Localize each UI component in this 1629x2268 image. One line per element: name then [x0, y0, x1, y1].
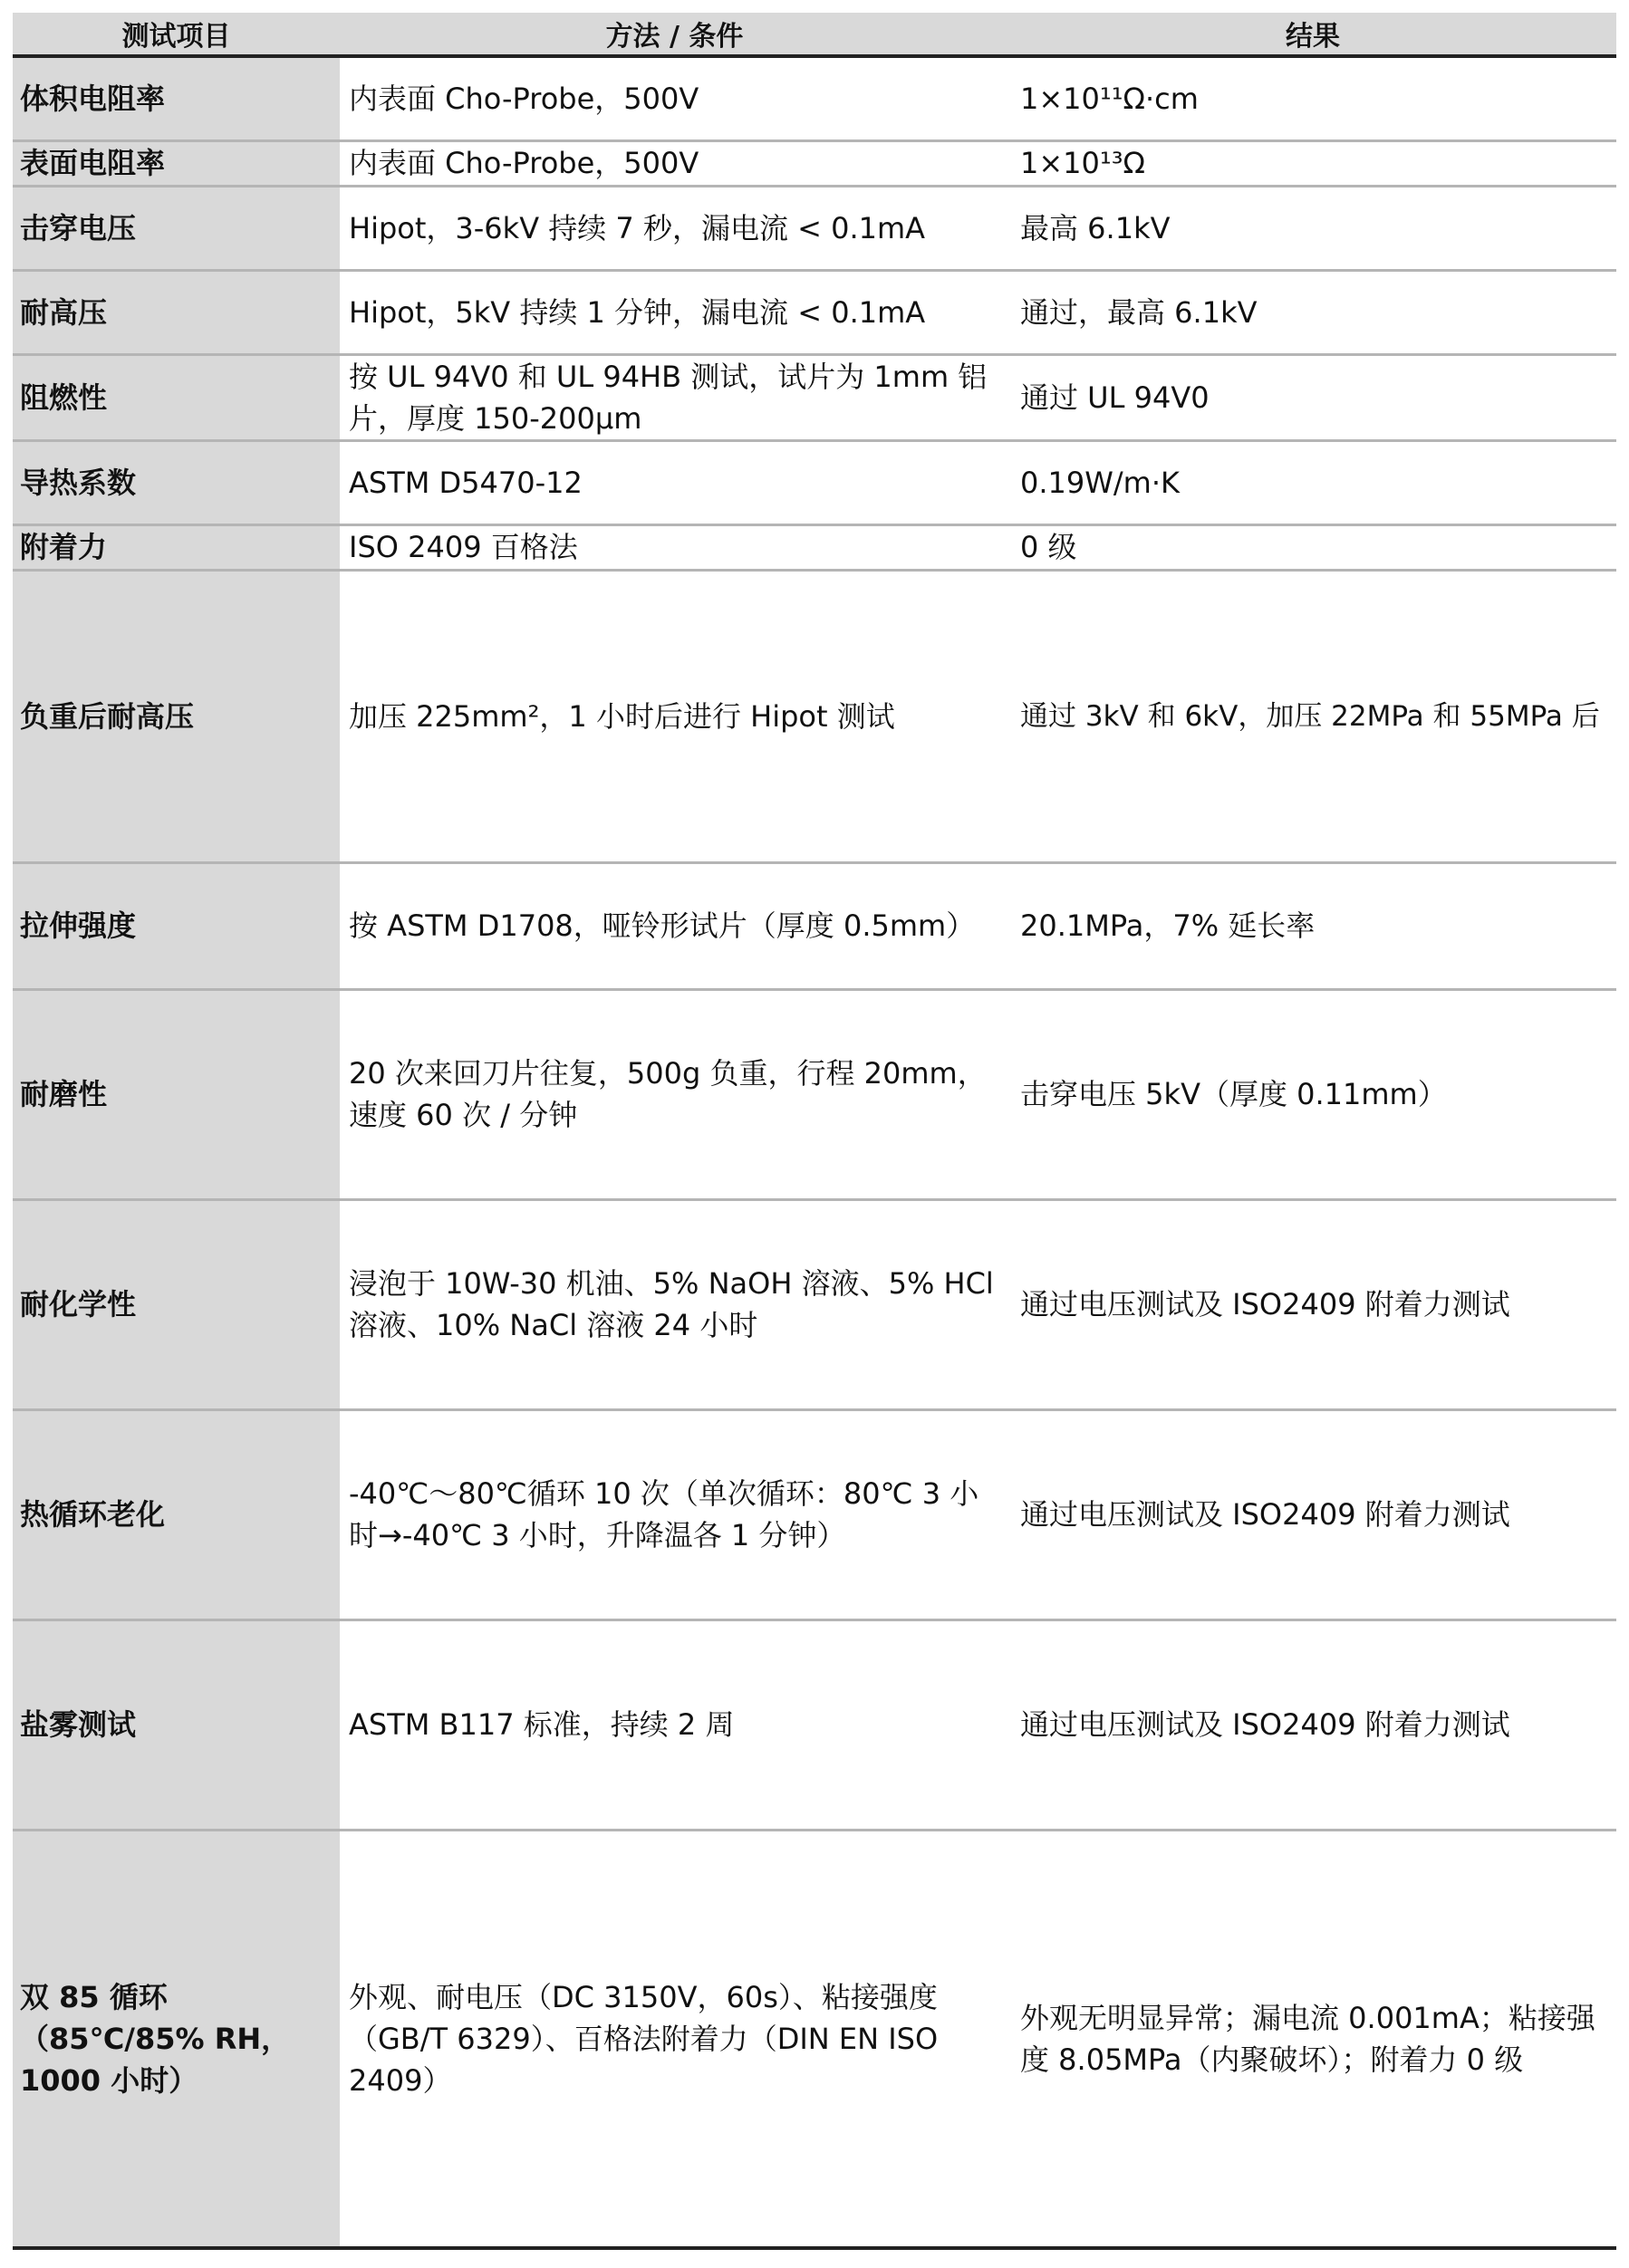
test-item-cell: 耐化学性 [13, 1199, 340, 1409]
result-cell: 通过电压测试及 ISO2409 附着力测试 [1009, 1409, 1616, 1619]
table-row [13, 140, 1616, 186]
method-cell: 内表面 Cho-Probe，500V [340, 140, 1009, 186]
test-item-cell: 双 85 循环（85℃/85% RH，1000 小时） [13, 1830, 340, 2248]
test-item-cell: 拉伸强度 [13, 862, 340, 989]
table-row [13, 270, 1616, 354]
test-item-cell: 体积电阻率 [13, 56, 340, 140]
header-result: 结果 [1009, 13, 1616, 56]
result-cell: 1×10¹¹Ω·cm [1009, 56, 1616, 140]
table-row [13, 989, 1616, 1199]
table-row [13, 1409, 1616, 1619]
result-cell: 0.19W/m·K [1009, 440, 1616, 524]
result-cell: 通过 UL 94V0 [1009, 354, 1616, 440]
test-item-cell: 热循环老化 [13, 1409, 340, 1619]
result-cell: 通过电压测试及 ISO2409 附着力测试 [1009, 1619, 1616, 1830]
method-cell: ASTM B117 标准，持续 2 周 [340, 1619, 1009, 1830]
test-item-cell: 附着力 [13, 524, 340, 570]
table-row [13, 1199, 1616, 1409]
test-item-cell: 表面电阻率 [13, 140, 340, 186]
method-cell: ISO 2409 百格法 [340, 524, 1009, 570]
result-cell: 0 级 [1009, 524, 1616, 570]
table-row [13, 186, 1616, 270]
test-item-cell: 盐雾测试 [13, 1619, 340, 1830]
table-row [13, 1830, 1616, 2248]
result-cell: 通过 3kV 和 6kV，加压 22MPa 和 55MPa 后 [1009, 570, 1616, 862]
table-row [13, 1619, 1616, 1830]
test-results-table [13, 13, 1616, 2250]
method-cell: Hipot，5kV 持续 1 分钟，漏电流 < 0.1mA [340, 270, 1009, 354]
test-item-cell: 阻燃性 [13, 354, 340, 440]
method-cell: 加压 225mm²，1 小时后进行 Hipot 测试 [340, 570, 1009, 862]
result-cell: 外观无明显异常；漏电流 0.001mA；粘接强度 8.05MPa（内聚破坏）；附着力 0 级 [1009, 1830, 1616, 2248]
table-header-row [13, 13, 1616, 56]
result-cell: 20.1MPa，7% 延长率 [1009, 862, 1616, 989]
table-row [13, 524, 1616, 570]
table-row [13, 354, 1616, 440]
method-cell: 外观、耐电压（DC 3150V，60s）、粘接强度（GB/T 6329）、百格法附着力（DIN EN ISO 2409） [340, 1830, 1009, 2248]
table-row [13, 440, 1616, 524]
test-item-cell: 负重后耐高压 [13, 570, 340, 862]
test-item-cell: 耐高压 [13, 270, 340, 354]
result-cell: 通过，最高 6.1kV [1009, 270, 1616, 354]
table-row [13, 570, 1616, 862]
method-cell: 浸泡于 10W-30 机油、5% NaOH 溶液、5% HCl 溶液、10% NaCl 溶液 24 小时 [340, 1199, 1009, 1409]
table-row [13, 56, 1616, 140]
test-item-cell: 耐磨性 [13, 989, 340, 1199]
table-row [13, 862, 1616, 989]
test-item-cell: 击穿电压 [13, 186, 340, 270]
method-cell: 内表面 Cho-Probe，500V [340, 56, 1009, 140]
method-cell: -40℃～80℃循环 10 次（单次循环：80℃ 3 小时→-40℃ 3 小时，升降温各 1 分钟） [340, 1409, 1009, 1619]
method-cell: 按 UL 94V0 和 UL 94HB 测试，试片为 1mm 铝片，厚度 150-200μm [340, 354, 1009, 440]
header-test-item: 测试项目 [13, 13, 340, 56]
result-cell: 击穿电压 5kV（厚度 0.11mm） [1009, 989, 1616, 1199]
result-cell: 最高 6.1kV [1009, 186, 1616, 270]
method-cell: ASTM D5470-12 [340, 440, 1009, 524]
test-item-cell: 导热系数 [13, 440, 340, 524]
result-cell: 1×10¹³Ω [1009, 140, 1616, 186]
method-cell: 20 次来回刀片往复，500g 负重，行程 20mm，速度 60 次 / 分钟 [340, 989, 1009, 1199]
method-cell: Hipot，3-6kV 持续 7 秒，漏电流 < 0.1mA [340, 186, 1009, 270]
header-method: 方法 / 条件 [340, 13, 1009, 56]
result-cell: 通过电压测试及 ISO2409 附着力测试 [1009, 1199, 1616, 1409]
method-cell: 按 ASTM D1708，哑铃形试片（厚度 0.5mm） [340, 862, 1009, 989]
